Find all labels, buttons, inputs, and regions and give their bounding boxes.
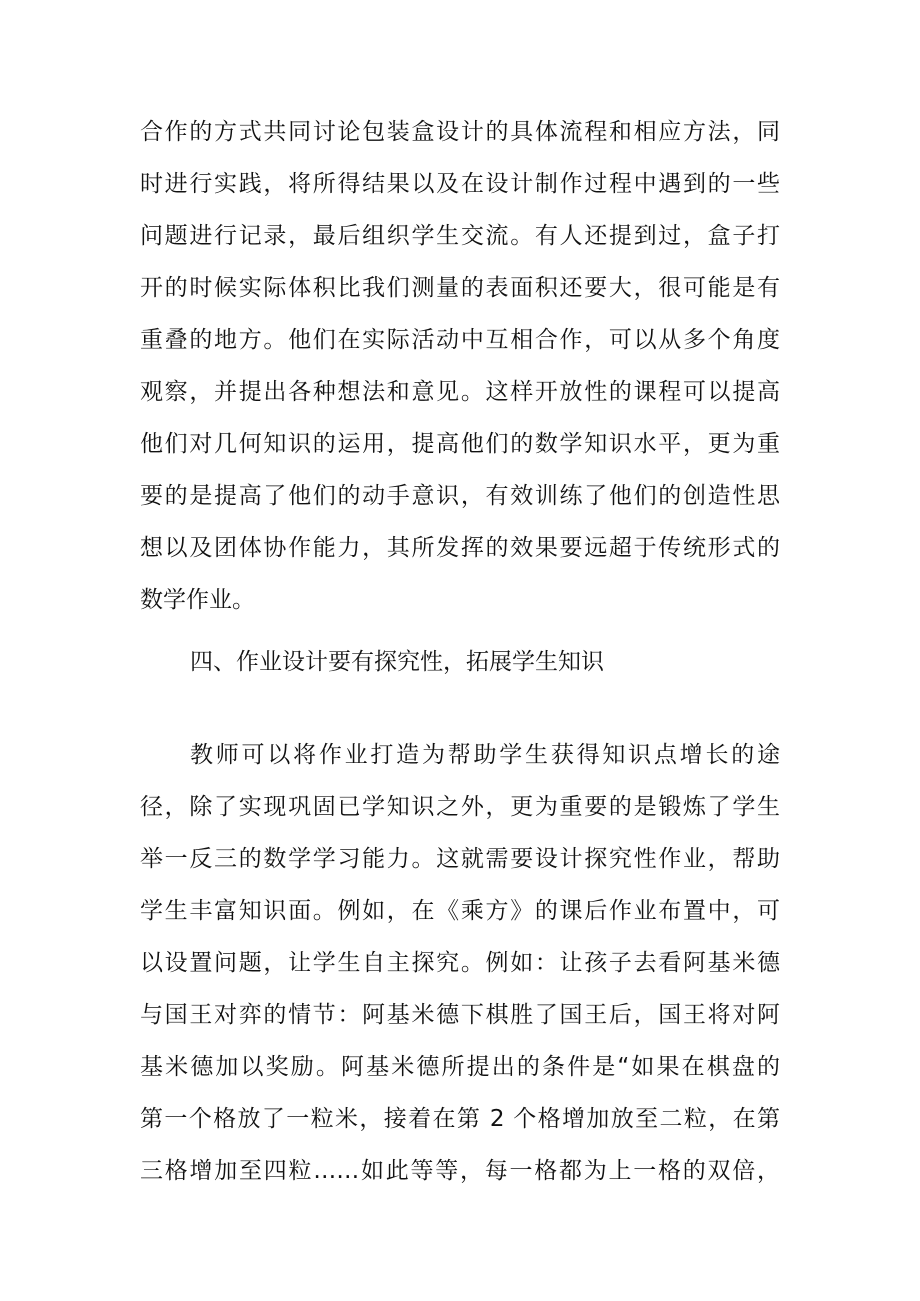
paragraph-line: 重叠的地方。他们在实际活动中互相合作，可以从多个角度	[140, 327, 780, 353]
paragraph-line: 教师可以将作业打造为帮助学生获得知识点增长的途	[190, 742, 780, 768]
paragraph-line: 观察，并提出各种想法和意见。这样开放性的课程可以提高	[140, 379, 780, 405]
paragraph-line: 时进行实践，将所得结果以及在设计制作过程中遇到的一些	[140, 171, 780, 197]
paragraph-line: 基米德加以奖励。阿基米德所提出的条件是“如果在棋盘的	[140, 1054, 780, 1080]
paragraph-2	[140, 729, 780, 1197]
paragraph-line: 他们对几何知识的运用，提高他们的数学知识水平，更为重	[140, 431, 780, 457]
paragraph-line: 想以及团体协作能力，其所发挥的效果要远超于传统形式的	[140, 535, 780, 561]
paragraph-line: 与国王对弈的情节：阿基米德下棋胜了国王后，国王将对阿	[140, 1002, 780, 1028]
paragraph-line: 学生丰富知识面。例如，在《乘方》的课后作业布置中，可	[140, 898, 780, 924]
paragraph-line: 径，除了实现巩固已学知识之外，更为重要的是锻炼了学生	[140, 794, 780, 820]
paragraph-line: 数学作业。	[140, 587, 255, 613]
paragraph-1	[140, 106, 780, 626]
paragraph-line: 以设置问题，让学生自主探究。例如：让孩子去看阿基米德	[140, 950, 780, 976]
paragraph-line: 开的时候实际体积比我们测量的表面积还要大，很可能是有	[140, 275, 780, 301]
paragraph-line: 第一个格放了一粒米，接着在第 2 个格增加放至二粒，在第	[140, 1106, 780, 1132]
paragraph-line: 合作的方式共同讨论包装盒设计的具体流程和相应方法，同	[140, 119, 780, 145]
paragraph-line: 三格增加至四粒……如此等等，每一格都为上一格的双倍，	[140, 1158, 780, 1184]
paragraph-line: 要的是提高了他们的动手意识，有效训练了他们的创造性思	[140, 483, 780, 509]
section-heading	[140, 636, 780, 688]
section-heading-text: 四、作业设计要有探究性，拓展学生知识	[190, 649, 604, 675]
paragraph-line: 问题进行记录，最后组织学生交流。有人还提到过，盒子打	[140, 223, 780, 249]
paragraph-line: 举一反三的数学学习能力。这就需要设计探究性作业，帮助	[140, 846, 780, 872]
